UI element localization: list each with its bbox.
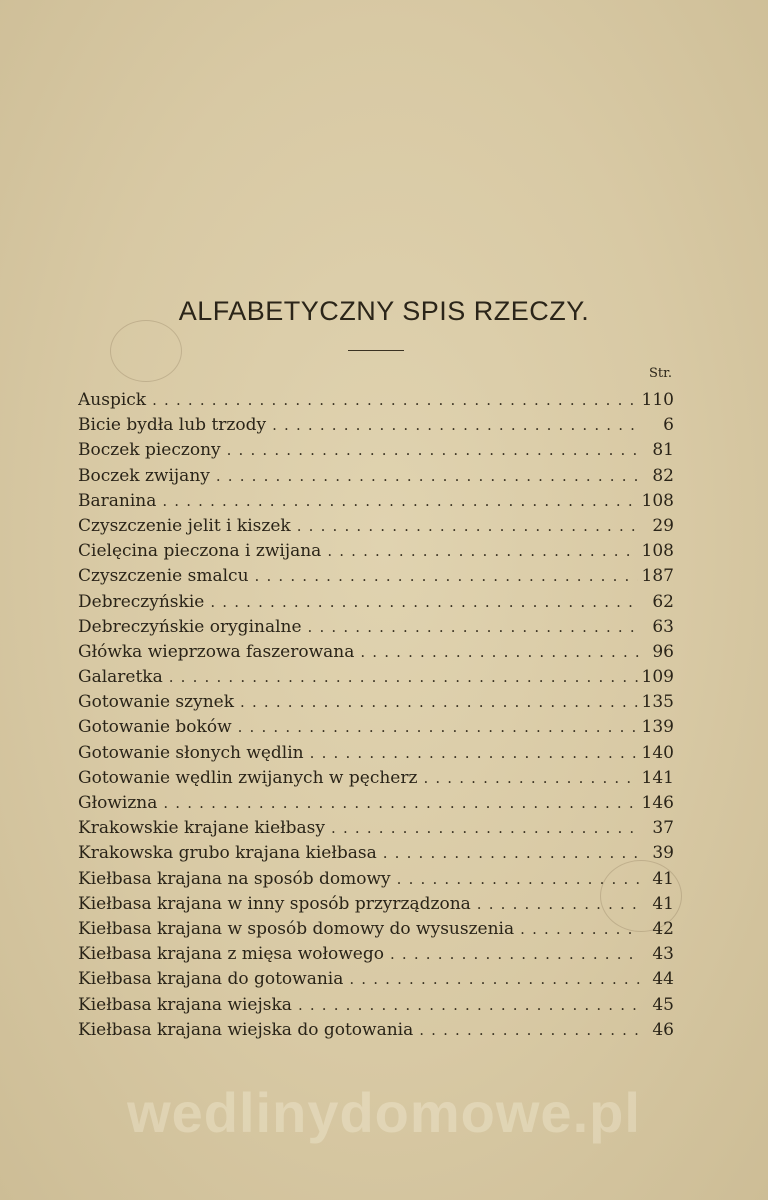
toc-entry-page: 41 (652, 868, 674, 889)
title-rule (348, 350, 404, 351)
toc-entry (78, 917, 674, 942)
dot-leader (331, 816, 640, 841)
toc-entry (78, 514, 674, 539)
toc-entry-page: 187 (641, 566, 674, 587)
page-title: ALFABETYCZNY SPIS RZECZY. (178, 296, 590, 326)
toc-entry-label: Kiełbasa krajana z mięsa wołowego (78, 944, 384, 965)
dot-leader (520, 917, 640, 942)
toc-entry-label: Kiełbasa krajana w sposób domowy do wysuszenia (78, 918, 515, 939)
toc-entry (78, 816, 674, 841)
toc-entry-label: Baranina (78, 490, 157, 511)
dot-leader (397, 867, 640, 892)
toc-entry-label: Kiełbasa krajana wiejska do gotowania (78, 1019, 414, 1040)
dot-leader (477, 892, 640, 917)
toc-entry (78, 590, 674, 615)
toc-entry-label: Głowizna (78, 793, 158, 813)
dot-leader (255, 564, 638, 589)
dot-leader (419, 1018, 640, 1043)
toc-entry-label: Gotowanie boków (78, 717, 232, 738)
toc-entry-label: Boczek zwijany (78, 465, 210, 486)
toc-entry-label: Gotowanie wędlin zwijanych w pęcherz (78, 767, 418, 788)
toc-entry-label: Debreczyńskie (78, 591, 205, 612)
toc-entry (78, 539, 674, 564)
toc-entry (78, 967, 674, 992)
dot-leader (360, 640, 640, 665)
toc-entry-page: 139 (641, 717, 674, 738)
toc-entry (78, 993, 674, 1018)
toc-entry-label: Boczek pieczony (78, 440, 221, 461)
toc-entry-label: Krakowskie krajane kiełbasy (78, 818, 326, 839)
toc-entry-label: Kiełbasa krajana wiejska (78, 994, 292, 1015)
toc-entry (78, 464, 674, 489)
toc-entry (78, 892, 674, 917)
toc-entry-page: 63 (652, 616, 674, 637)
dot-leader (210, 590, 640, 615)
toc-entry-page: 82 (652, 465, 674, 486)
toc-entry-page: 44 (652, 969, 674, 990)
toc-entry-page: 6 (663, 415, 674, 436)
toc-entry (78, 841, 674, 866)
toc-entry-label: Auspick (78, 390, 147, 410)
toc-entry-page: 46 (652, 1019, 674, 1040)
toc-entry-label: Gotowanie słonych wędlin (78, 742, 304, 763)
toc-entry (78, 665, 674, 690)
toc-entry (78, 640, 674, 665)
toc-entry-page: 37 (652, 818, 674, 839)
dot-leader (297, 514, 640, 539)
toc-entry-page: 140 (641, 742, 674, 763)
toc-entry-page: 108 (641, 541, 674, 562)
toc-entry-page: 43 (652, 944, 674, 965)
toc-entry (78, 564, 674, 589)
stamp-mark (110, 320, 182, 382)
toc-entry-label: Debreczyńskie oryginalne (78, 616, 302, 637)
toc-entry-page: 42 (652, 918, 674, 939)
toc-entry-label: Krakowska grubo krajana kiełbasa (78, 843, 377, 864)
toc-entry (78, 867, 674, 892)
toc-entry-label: Czyszczenie jelit i kiszek (78, 515, 291, 536)
toc-entry-label: Kiełbasa krajana w inny sposób przyrządzona (78, 893, 471, 914)
toc-entry-page: 62 (652, 591, 674, 612)
dot-leader (227, 438, 640, 463)
dot-leader (238, 715, 638, 740)
toc-entry-label: Kiełbasa krajana na sposób domowy (78, 868, 391, 889)
dot-leader (216, 464, 640, 489)
toc-entry-page: 146 (641, 793, 674, 813)
toc-entry (78, 766, 674, 791)
toc-entry-page: 39 (652, 843, 674, 864)
table-of-contents (78, 388, 674, 1043)
toc-entry-page: 81 (652, 440, 674, 461)
toc-entry-page: 141 (641, 767, 674, 788)
toc-entry (78, 690, 674, 715)
toc-entry (78, 438, 674, 463)
dot-leader (298, 993, 640, 1018)
toc-entry-label: Czyszczenie smalcu (78, 566, 249, 587)
toc-entry-label: Cielęcina pieczona i zwijana (78, 541, 322, 562)
dot-leader (240, 690, 638, 715)
toc-entry-page: 135 (641, 692, 674, 713)
dot-leader (423, 766, 637, 791)
toc-entry-label: Galaretka (78, 667, 163, 688)
dot-leader (390, 942, 640, 967)
page-column-header: Str. (648, 366, 672, 381)
watermark: wedlinydomowe.pl (127, 1081, 641, 1144)
dot-leader (383, 841, 640, 866)
dot-leader (327, 539, 637, 564)
toc-entry-label: Główka wieprzowa faszerowana (78, 641, 355, 662)
dot-leader (310, 741, 638, 766)
toc-entry-label: Gotowanie szynek (78, 692, 235, 713)
dot-leader (308, 615, 640, 640)
toc-entry (78, 741, 674, 766)
toc-entry-page: 96 (652, 641, 674, 662)
toc-entry (78, 615, 674, 640)
dot-leader (349, 967, 640, 992)
toc-entry-page: 41 (652, 893, 674, 914)
toc-entry (78, 942, 674, 967)
dot-leader (272, 413, 640, 438)
toc-entry (78, 715, 674, 740)
toc-entry-label: Kiełbasa krajana do gotowania (78, 969, 344, 990)
toc-entry (78, 413, 674, 438)
toc-entry-page: 110 (641, 390, 674, 410)
dot-leader (152, 388, 637, 413)
dot-leader (162, 489, 637, 514)
toc-entry-page: 108 (641, 490, 674, 511)
toc-entry-label: Bicie bydła lub trzody (78, 415, 267, 436)
dot-leader (163, 791, 637, 816)
toc-entry (78, 489, 674, 514)
toc-entry-page: 29 (652, 515, 674, 536)
toc-entry (78, 388, 674, 413)
toc-entry-page: 45 (652, 994, 674, 1015)
toc-entry-page: 109 (641, 667, 674, 688)
toc-entry (78, 1018, 674, 1043)
dot-leader (169, 665, 638, 690)
toc-entry (78, 791, 674, 816)
